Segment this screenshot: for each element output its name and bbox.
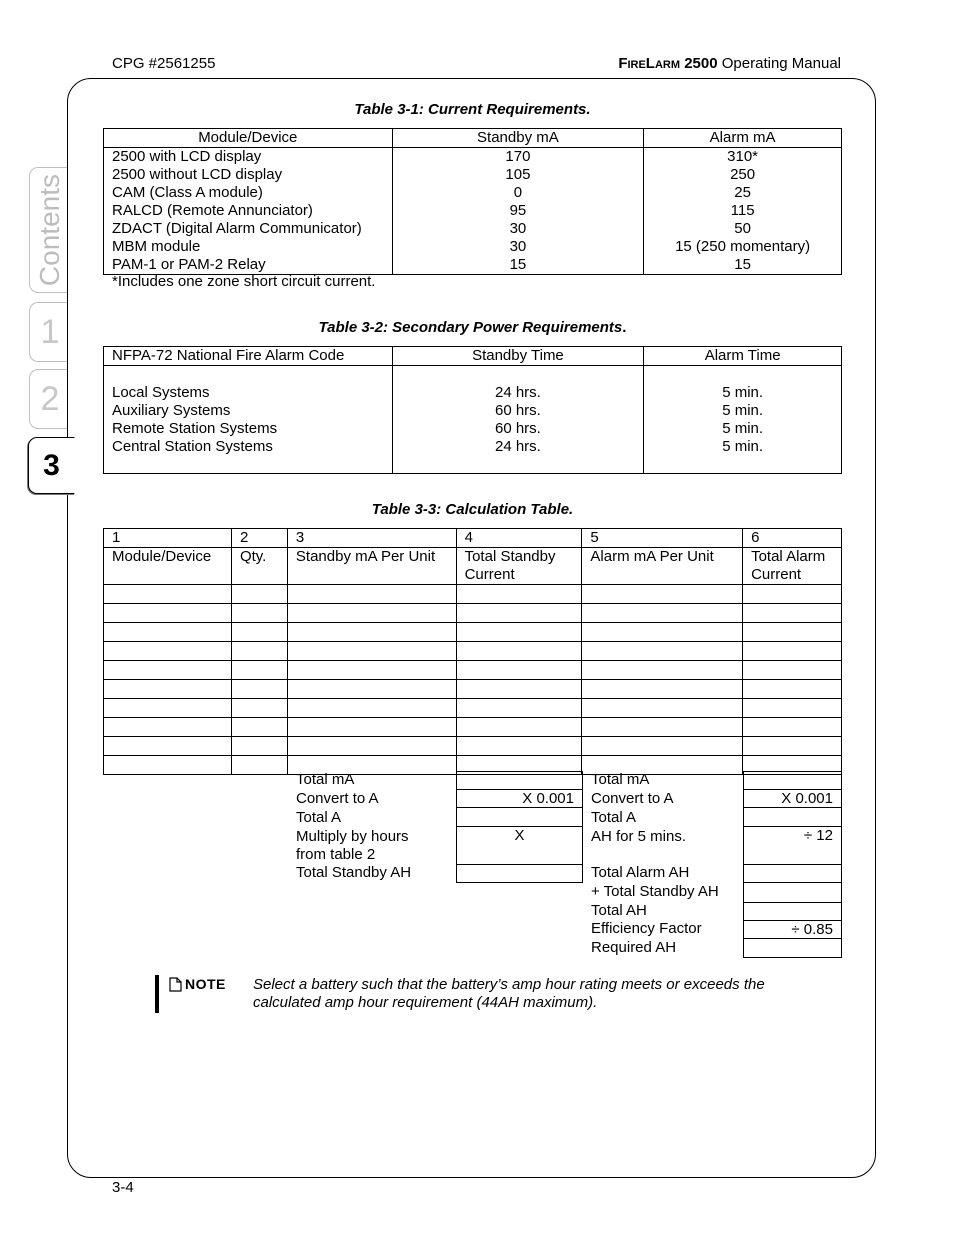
standby-time-cell: 60 hrs. xyxy=(392,402,644,420)
column-header: Qty. xyxy=(231,548,287,585)
standby-convert-label: Convert to A xyxy=(296,790,379,807)
device-cell: CAM (Class A module) xyxy=(104,184,393,202)
note-label-text: NOTE xyxy=(185,976,226,992)
secondary-power-table xyxy=(103,346,842,474)
table-row xyxy=(104,220,842,238)
multiply-line-2: from table 2 xyxy=(296,846,376,863)
column-header: Alarm mA xyxy=(644,129,842,148)
required-ah-field[interactable] xyxy=(743,938,842,958)
tab-chapter-1[interactable] xyxy=(29,302,70,362)
empty-entry-row[interactable] xyxy=(104,737,842,756)
note-label xyxy=(169,976,226,992)
system-cell: Local Systems xyxy=(104,384,393,402)
table-header-row xyxy=(104,548,842,585)
alarm-ah-5min-label: AH for 5 mins. xyxy=(591,828,687,845)
column-header: Total Alarm Current xyxy=(743,548,842,585)
column-header: Alarm Time xyxy=(644,347,842,366)
standby-cell: 30 xyxy=(392,238,644,256)
alarm-total-ma-label: Total mA xyxy=(591,771,650,788)
table-row xyxy=(104,184,842,202)
current-requirements-table xyxy=(103,128,842,275)
alarm-cell: 115 xyxy=(644,202,842,220)
table2-caption-text: Table 3-2: Secondary Power Requirements xyxy=(318,319,623,336)
standby-total-ah-field[interactable] xyxy=(456,864,583,883)
column-number: 1 xyxy=(104,529,232,548)
standby-multiply-label xyxy=(296,828,409,864)
note-bar xyxy=(155,975,159,1013)
standby-time-cell: 24 hrs. xyxy=(392,438,644,456)
note-line-1: Select a battery such that the battery’s amp hour rating meets or exceeds the xyxy=(253,976,765,993)
doc-id: CPG #2561255 xyxy=(112,55,216,72)
standby-total-ah-label: Total Standby AH xyxy=(296,864,412,881)
table-row xyxy=(104,238,842,256)
alarm-cell: 310* xyxy=(644,148,842,167)
alarm-cell: 25 xyxy=(644,184,842,202)
column-header: Module/Device xyxy=(104,129,393,148)
system-cell: Central Station Systems xyxy=(104,438,393,456)
plus-standby-ah-field[interactable] xyxy=(743,882,842,903)
empty-entry-row[interactable] xyxy=(104,642,842,661)
empty-entry-row[interactable] xyxy=(104,604,842,623)
alarm-time-cell: 5 min. xyxy=(644,438,842,456)
required-ah-label: Required AH xyxy=(591,939,677,956)
table-header-row xyxy=(104,129,842,148)
table-spacer-row xyxy=(104,456,842,474)
table-row xyxy=(104,148,842,167)
column-number: 4 xyxy=(456,529,582,548)
efficiency-factor-label: Efficiency Factor xyxy=(591,920,702,937)
tab-chapter-2[interactable] xyxy=(29,369,70,429)
system-cell: Auxiliary Systems xyxy=(104,402,393,420)
standby-total-a-label: Total A xyxy=(296,809,342,826)
model-number: 2500 xyxy=(684,55,718,72)
alarm-total-ma-field[interactable] xyxy=(743,771,842,790)
efficiency-factor-field[interactable]: ÷ 0.85 xyxy=(743,920,842,939)
standby-cell: 0 xyxy=(392,184,644,202)
note-page-icon xyxy=(169,977,182,992)
brand-name: FireLarm xyxy=(618,55,681,72)
total-ah-label: Total AH xyxy=(591,902,647,919)
tab-contents[interactable] xyxy=(29,167,70,293)
device-cell: ZDACT (Digital Alarm Communicator) xyxy=(104,220,393,238)
tab-chapter-1-label: 1 xyxy=(40,312,60,351)
standby-total-ma-field[interactable] xyxy=(456,771,583,790)
table-header-row xyxy=(104,347,842,366)
standby-cell: 170 xyxy=(392,148,644,167)
manual-title-rest: Operating Manual xyxy=(721,55,841,72)
alarm-cell: 15 (250 momentary) xyxy=(644,238,842,256)
total-alarm-ah-label: Total Alarm AH xyxy=(591,864,690,881)
column-header: Standby mA xyxy=(392,129,644,148)
table-row xyxy=(104,256,842,275)
column-header: Module/Device xyxy=(104,548,232,585)
standby-cell: 30 xyxy=(392,220,644,238)
column-header: Standby mA Per Unit xyxy=(287,548,456,585)
alarm-convert-label: Convert to A xyxy=(591,790,674,807)
alarm-time-cell: 5 min. xyxy=(644,420,842,438)
table-row xyxy=(104,384,842,402)
table1-footnote: *Includes one zone short circuit current. xyxy=(112,273,376,290)
calculation-table xyxy=(103,528,842,775)
table3-caption: Table 3-3: Calculation Table. xyxy=(371,501,574,518)
alarm-time-cell: 5 min. xyxy=(644,384,842,402)
alarm-time-cell: 5 min. xyxy=(644,402,842,420)
plus-standby-ah-label: + Total Standby AH xyxy=(591,883,719,900)
column-header: Standby Time xyxy=(392,347,644,366)
alarm-ah-5min-field[interactable]: ÷ 12 xyxy=(743,826,842,865)
multiply-line-1: Multiply by hours xyxy=(296,828,409,845)
column-number-row xyxy=(104,529,842,548)
table2-caption-period: . xyxy=(622,319,627,336)
device-cell: PAM-1 or PAM-2 Relay xyxy=(104,256,393,275)
alarm-convert-field[interactable]: X 0.001 xyxy=(743,789,842,808)
standby-cell: 95 xyxy=(392,202,644,220)
alarm-cell: 15 xyxy=(644,256,842,275)
column-number: 2 xyxy=(231,529,287,548)
manual-title xyxy=(618,55,841,72)
total-alarm-ah-field[interactable] xyxy=(743,864,842,883)
alarm-cell: 50 xyxy=(644,220,842,238)
empty-entry-row[interactable] xyxy=(104,699,842,718)
tab-chapter-2-label: 2 xyxy=(40,379,60,418)
standby-time-cell: 24 hrs. xyxy=(392,384,644,402)
standby-cell: 105 xyxy=(392,166,644,184)
alarm-cell: 250 xyxy=(644,166,842,184)
page-number: 3-4 xyxy=(112,1179,134,1196)
standby-cell: 15 xyxy=(392,256,644,275)
table1-caption: Table 3-1: Current Requirements. xyxy=(354,101,591,118)
system-cell: Remote Station Systems xyxy=(104,420,393,438)
device-cell: RALCD (Remote Annunciator) xyxy=(104,202,393,220)
standby-total-ma-label: Total mA xyxy=(296,771,355,788)
empty-entry-row[interactable] xyxy=(104,680,842,699)
column-number: 5 xyxy=(582,529,743,548)
column-number: 6 xyxy=(743,529,842,548)
tab-contents-label: Contents xyxy=(34,173,65,287)
empty-entry-row[interactable] xyxy=(104,661,842,680)
table-row xyxy=(104,438,842,456)
column-header: Alarm mA Per Unit xyxy=(582,548,743,585)
total-ah-field[interactable] xyxy=(743,902,842,921)
alarm-total-a-field[interactable] xyxy=(743,807,842,827)
note-text xyxy=(253,976,765,1012)
device-cell: MBM module xyxy=(104,238,393,256)
device-cell: 2500 with LCD display xyxy=(104,148,393,167)
standby-multiply-field[interactable]: X xyxy=(456,826,583,865)
standby-convert-field[interactable]: X 0.001 xyxy=(456,789,583,808)
column-header: NFPA-72 National Fire Alarm Code xyxy=(104,347,393,366)
tab-chapter-3-label: 3 xyxy=(43,448,60,482)
tab-chapter-3[interactable] xyxy=(28,437,75,494)
standby-time-cell: 60 hrs. xyxy=(392,420,644,438)
column-number: 3 xyxy=(287,529,456,548)
empty-entry-row[interactable] xyxy=(104,623,842,642)
empty-entry-row[interactable] xyxy=(104,718,842,737)
table-row xyxy=(104,420,842,438)
empty-entry-row[interactable] xyxy=(104,585,842,604)
table-row xyxy=(104,402,842,420)
column-header: Total Standby Current xyxy=(456,548,582,585)
table-row xyxy=(104,202,842,220)
alarm-total-a-label: Total A xyxy=(591,809,637,826)
device-cell: 2500 without LCD display xyxy=(104,166,393,184)
table2-caption xyxy=(103,319,842,336)
standby-total-a-field[interactable] xyxy=(456,807,583,827)
note-line-2: calculated amp hour requirement (44AH maximum). xyxy=(253,994,598,1011)
table-spacer-row xyxy=(104,366,842,385)
table-row xyxy=(104,166,842,184)
